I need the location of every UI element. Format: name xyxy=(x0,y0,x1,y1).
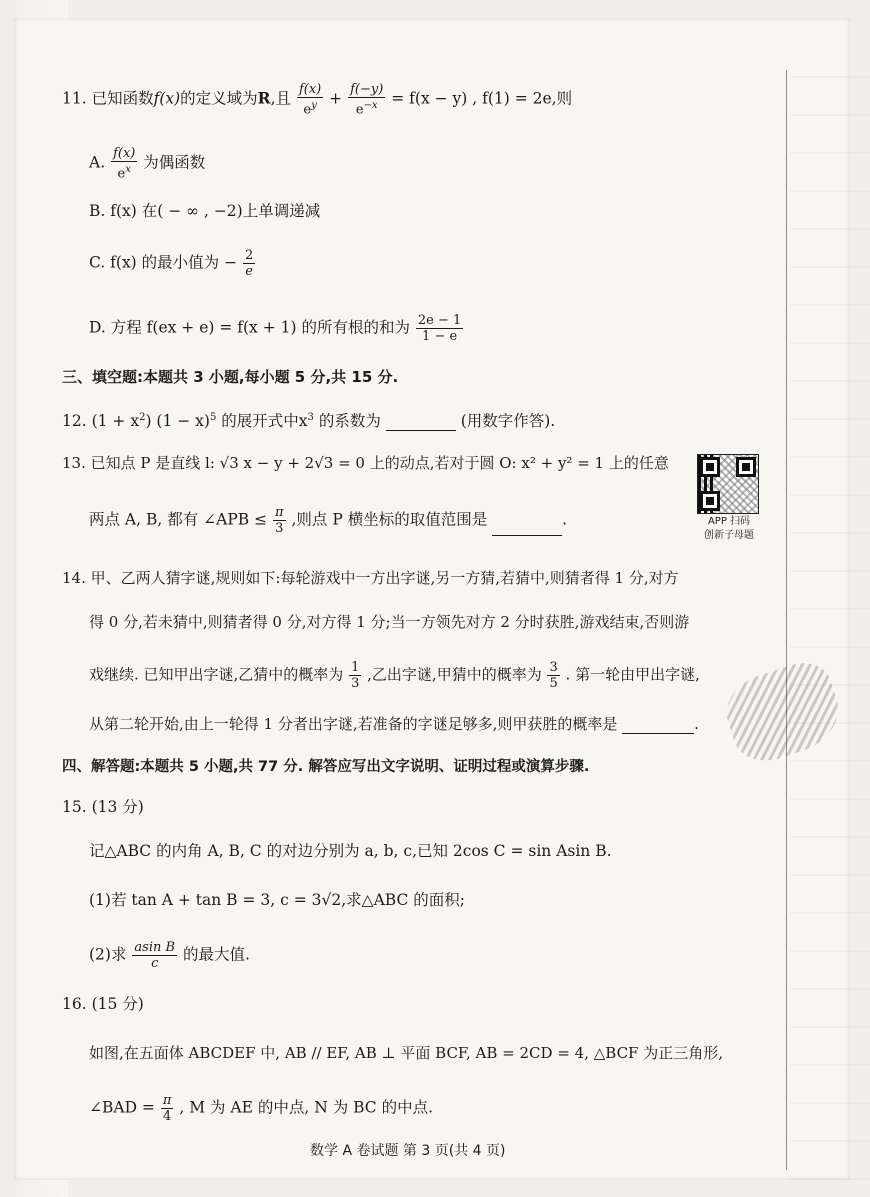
q11-option-c: C. f(x) 的最小值为 − $\frac{2}{e}$ xyxy=(89,248,254,279)
q15-part1: (1)若 tan A + tan B = 3, c = 3√2,求△ABC 的面积; xyxy=(89,891,465,909)
q15-heading: 15. (13 分) xyxy=(62,798,144,816)
qr-caption-line: APP 扫码 xyxy=(707,516,751,527)
q16-heading: 16. (15 分) xyxy=(62,995,144,1013)
q11-stem: 11. 已知函数f(x)的定义域为R,且 $\frac{f(x)}{e^y}$ + $\frac{f(-y)}{e^{-x}}$ = f(x − y) , f(1) = 2e,则 xyxy=(62,82,573,118)
q14-line3: 戏继续. 已知甲出字谜,乙猜中的概率为 $\frac{1}{3}$ ,乙出字谜,甲猜中的概率为 $\frac{3}{5}$ . 第一轮由甲出字谜, xyxy=(89,660,700,691)
q16-frac: $\frac{\pi}{4}$ xyxy=(162,1093,172,1124)
q13-frac: $\frac{\pi}{3}$ xyxy=(275,505,284,536)
q14-answer-blank[interactable] xyxy=(622,717,694,734)
q11-option-d: D. 方程 f(ex + e) = f(x + 1) 的所有根的和为 $\frac{2e - 1}{1 - e}$ xyxy=(89,313,462,344)
qr-caption xyxy=(694,515,764,543)
q11-option-a: A. $\frac{f(x)}{e^x}$ 为偶函数 xyxy=(89,146,206,182)
q11-a-frac: $\frac{f(x)}{e^x}$ xyxy=(113,146,136,182)
q11-option-b: B. f(x) 在( − ∞ , −2)上单调递减 xyxy=(89,202,321,220)
q16-line1: 如图,在五面体 ABCDEF 中, AB // EF, AB ⊥ 平面 BCF, AB = 2CD = 4, △BCF 为正三角形, xyxy=(89,1044,723,1062)
q16-line2: ∠BAD = $\frac{\pi}{4}$ , M 为 AE 的中点, N 为 BC 的中点. xyxy=(89,1093,434,1124)
page-edge-line xyxy=(786,70,787,1170)
section-4-heading: 四、解答题:本题共 5 小题,共 77 分. 解答应写出文字说明、证明过程或演算步骤. xyxy=(62,759,590,775)
bleed-through-area xyxy=(790,70,870,1180)
q15-stem: 记△ABC 的内角 A, B, C 的对边分别为 a, b, c,已知 2cos C = sin Asin B. xyxy=(89,842,612,860)
q11-frac2: $\frac{f(-y)}{e^{-x}}$ xyxy=(350,82,384,118)
q14-frac1: $\frac{1}{3}$ xyxy=(351,660,360,691)
q14-line4: 从第二轮开始,由上一轮得 1 分者出字谜,若准备的字谜足够多,则甲获胜的概率是 . xyxy=(89,715,699,733)
q12-text: 12. $(1 + x^2)$ $(1 - x)^5$ 的展开式中$x^3$ 的系数为 (用数字作答). xyxy=(62,412,556,431)
q12-answer-blank[interactable] xyxy=(386,414,456,431)
q14-frac2: $\frac{3}{5}$ xyxy=(549,660,558,691)
qr-finder xyxy=(700,491,720,511)
q11-frac1: $\frac{f(x)}{e^y}$ xyxy=(298,82,322,118)
q15-frac: $\frac{\text{asin B}}{c}$ xyxy=(134,940,176,971)
q11-d-frac: $\frac{2e - 1}{1 - e}$ xyxy=(417,313,462,344)
q13-line2: 两点 A, B, 都有 ∠APB ≤ $\frac{\pi}{3}$ ,则点 P 横坐标的取值范围是 . xyxy=(89,505,568,536)
qr-finder xyxy=(700,457,720,477)
q14-line2: 得 0 分,若未猜中,则猜者得 0 分,对方得 1 分;当一方领先对方 2 分时获胜,游戏结束,否则游 xyxy=(89,613,690,631)
q13-answer-blank[interactable] xyxy=(492,519,562,536)
q14-line1: 14. 甲、乙两人猜字谜,规则如下:每轮游戏中一方出字谜,另一方猜,若猜中,则猜者得 1 分,对方 xyxy=(62,569,679,587)
q13-line1: 13. 已知点 P 是直线 l: √3 x − y + 2√3 = 0 上的动点,若对于圆 O: x² + y² = 1 上的任意 xyxy=(62,454,669,472)
qr-code-icon[interactable] xyxy=(697,454,759,514)
q15-part2: (2)求 $\frac{\text{asin B}}{c}$ 的最大值. xyxy=(89,940,250,971)
section-3-heading: 三、填空题:本题共 3 小题,每小题 5 分,共 15 分. xyxy=(62,368,399,386)
page-footer: 数学 A 卷试题 第 3 页(共 4 页) xyxy=(310,1143,506,1159)
qr-caption-line: 创新子母题 xyxy=(704,530,754,541)
q11-c-frac: $\frac{2}{e}$ xyxy=(245,248,254,279)
qr-finder xyxy=(736,457,756,477)
